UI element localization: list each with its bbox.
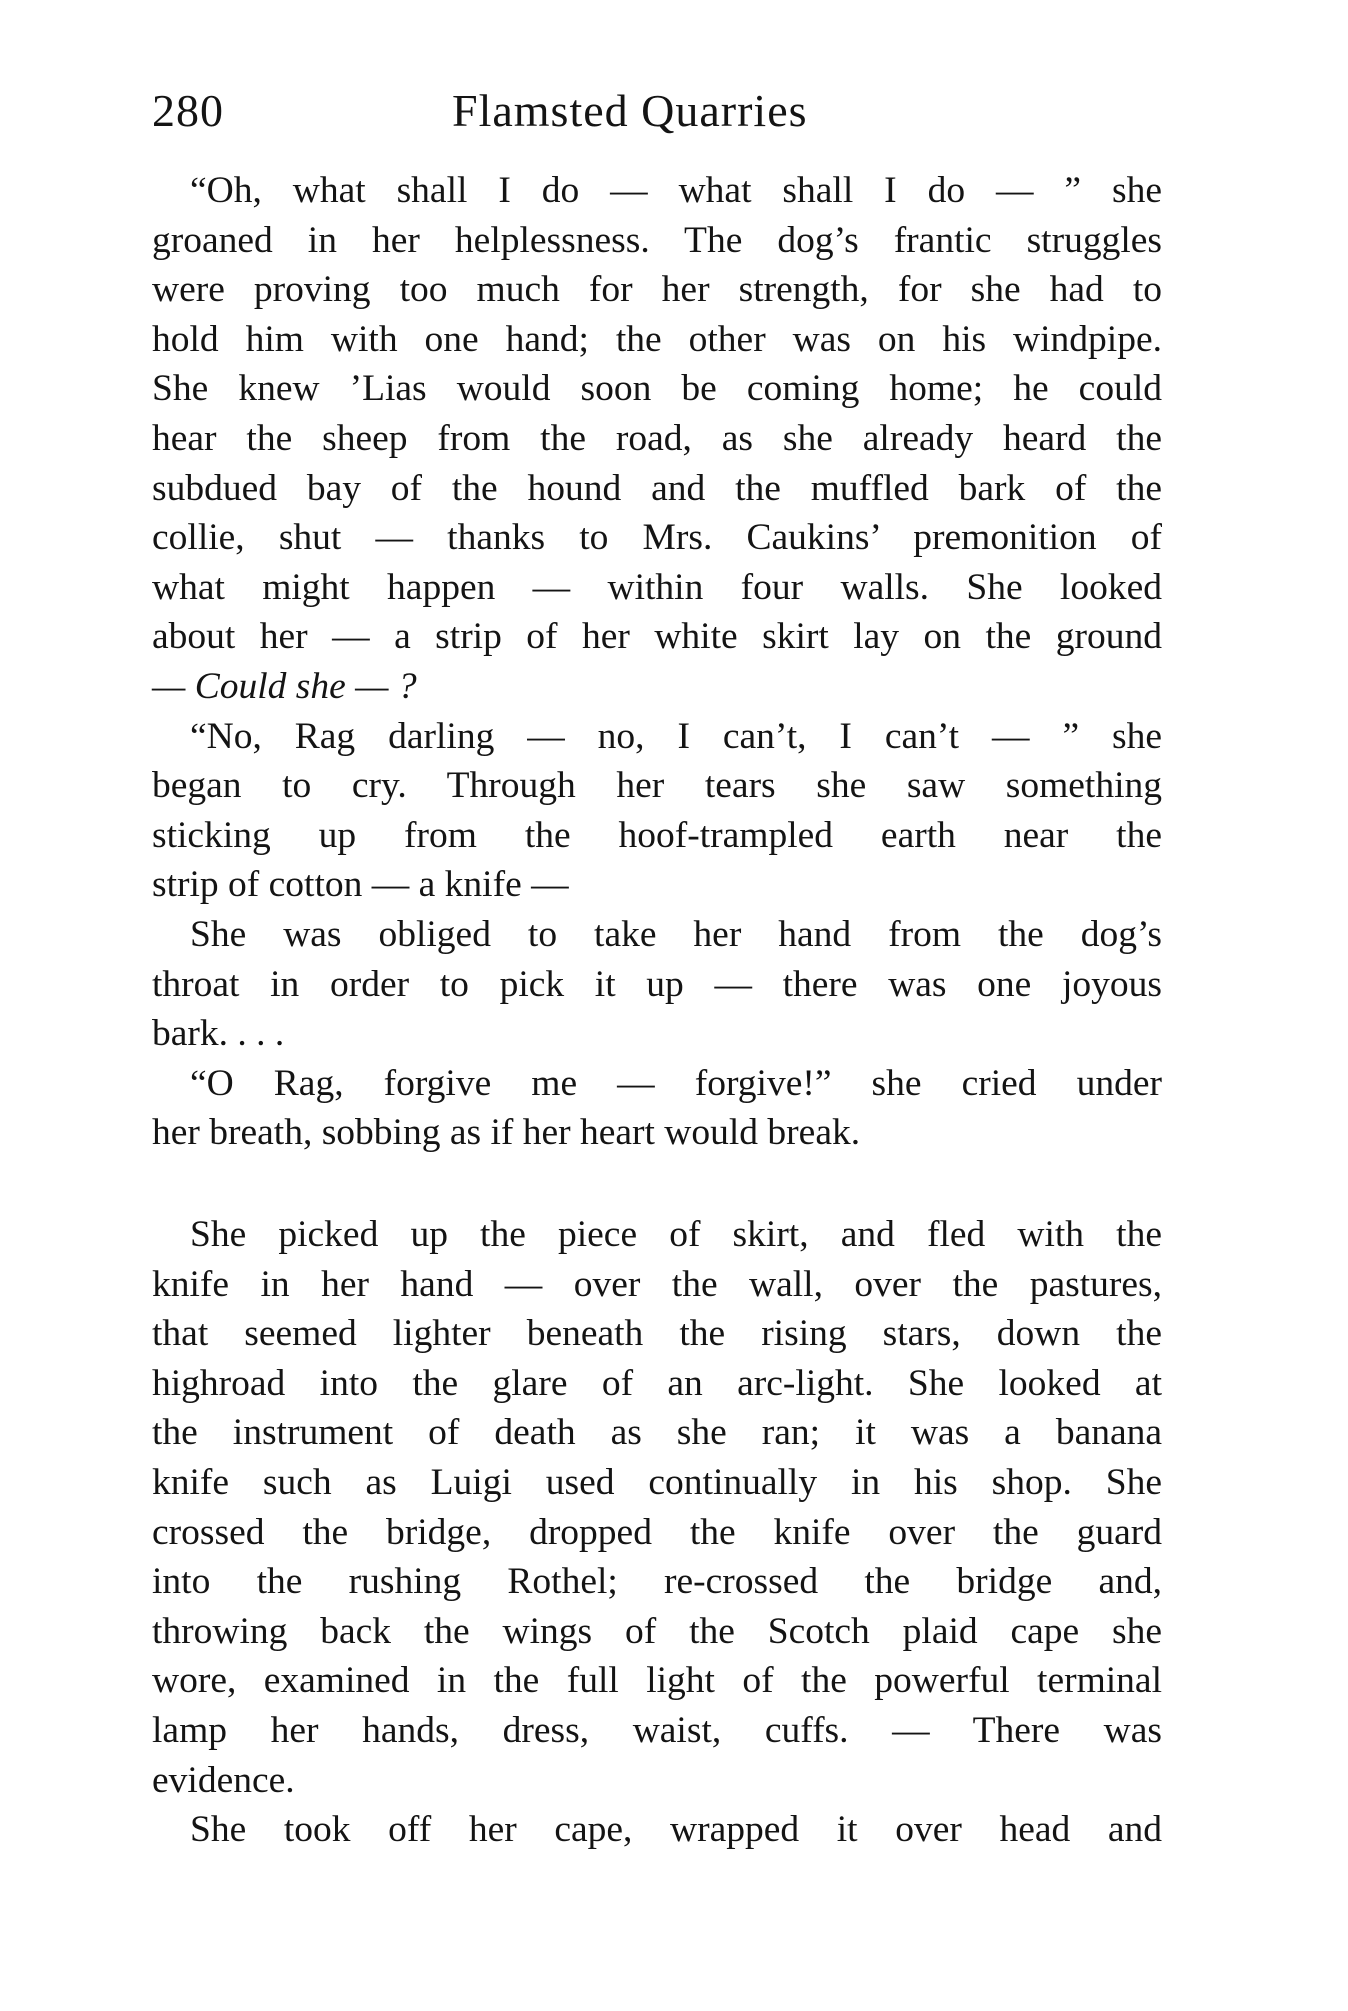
page-header bbox=[152, 84, 1162, 144]
text-line: “Oh, what shall I do — what shall I do — ” she bbox=[190, 170, 1162, 211]
text-line: wore, examined in the full light of the powerful terminal bbox=[152, 1660, 1162, 1702]
text-line: — Could she — ? bbox=[152, 665, 417, 707]
text-line: bark. . . . bbox=[152, 1013, 285, 1055]
text-line: knife in her hand — over the wall, over the pastures, bbox=[152, 1263, 1162, 1305]
text-block-2 bbox=[152, 1210, 1162, 1855]
text-line: She picked up the piece of skirt, and fled with the bbox=[190, 1214, 1162, 1255]
text-line: into the rushing Rothel; re-crossed the bridge and, bbox=[152, 1561, 1162, 1603]
text-line: were proving too much for her strength, for she had to bbox=[152, 269, 1162, 311]
text-line: the instrument of death as she ran; it was a banana bbox=[152, 1412, 1162, 1454]
text-line: hold him with one hand; the other was on his windpipe. bbox=[152, 318, 1162, 360]
text-line: collie, shut — thanks to Mrs. Caukins’ premonition of bbox=[152, 517, 1162, 559]
running-title: Flamsted Quarries bbox=[452, 85, 808, 136]
text-line: She took off her cape, wrapped it over head and bbox=[190, 1809, 1162, 1851]
text-line: groaned in her helplessness. The dog’s frantic struggles bbox=[152, 219, 1162, 261]
text-line: about her — a strip of her white skirt lay on the ground bbox=[152, 616, 1162, 658]
text-line: throat in order to pick it up — there was one joyous bbox=[152, 963, 1162, 1005]
text-line: her breath, sobbing as if her heart would break. bbox=[152, 1112, 861, 1154]
text-line: began to cry. Through her tears she saw something bbox=[152, 765, 1162, 807]
text-line: knife such as Luigi used continually in his shop. She bbox=[152, 1461, 1162, 1503]
text-line: She was obliged to take her hand from the dog’s bbox=[190, 913, 1162, 955]
text-line: strip of cotton — a knife — bbox=[152, 864, 569, 906]
text-block-1 bbox=[152, 166, 1162, 1158]
text-line: throwing back the wings of the Scotch plaid cape she bbox=[152, 1610, 1162, 1652]
text-line: “No, Rag darling — no, I can’t, I can’t — ” she bbox=[190, 715, 1162, 757]
page-number: 280 bbox=[152, 85, 224, 136]
text-line: “O Rag, forgive me — forgive!” she cried under bbox=[190, 1062, 1162, 1104]
text-line: sticking up from the hoof-trampled earth near the bbox=[152, 814, 1162, 856]
text-line: crossed the bridge, dropped the knife over the guard bbox=[152, 1511, 1162, 1553]
text-line: hear the sheep from the road, as she already heard the bbox=[152, 417, 1162, 459]
text-line: what might happen — within four walls. She looked bbox=[152, 566, 1162, 608]
text-line: lamp her hands, dress, waist, cuffs. — There was bbox=[152, 1709, 1162, 1751]
text-line: that seemed lighter beneath the rising stars, down the bbox=[152, 1313, 1162, 1355]
text-line: highroad into the glare of an arc-light. She looked at bbox=[152, 1362, 1162, 1404]
text-line: evidence. bbox=[152, 1759, 295, 1801]
text-line: She knew ’Lias would soon be coming home; he could bbox=[152, 368, 1162, 410]
text-line: subdued bay of the hound and the muffled bark of the bbox=[152, 467, 1162, 509]
